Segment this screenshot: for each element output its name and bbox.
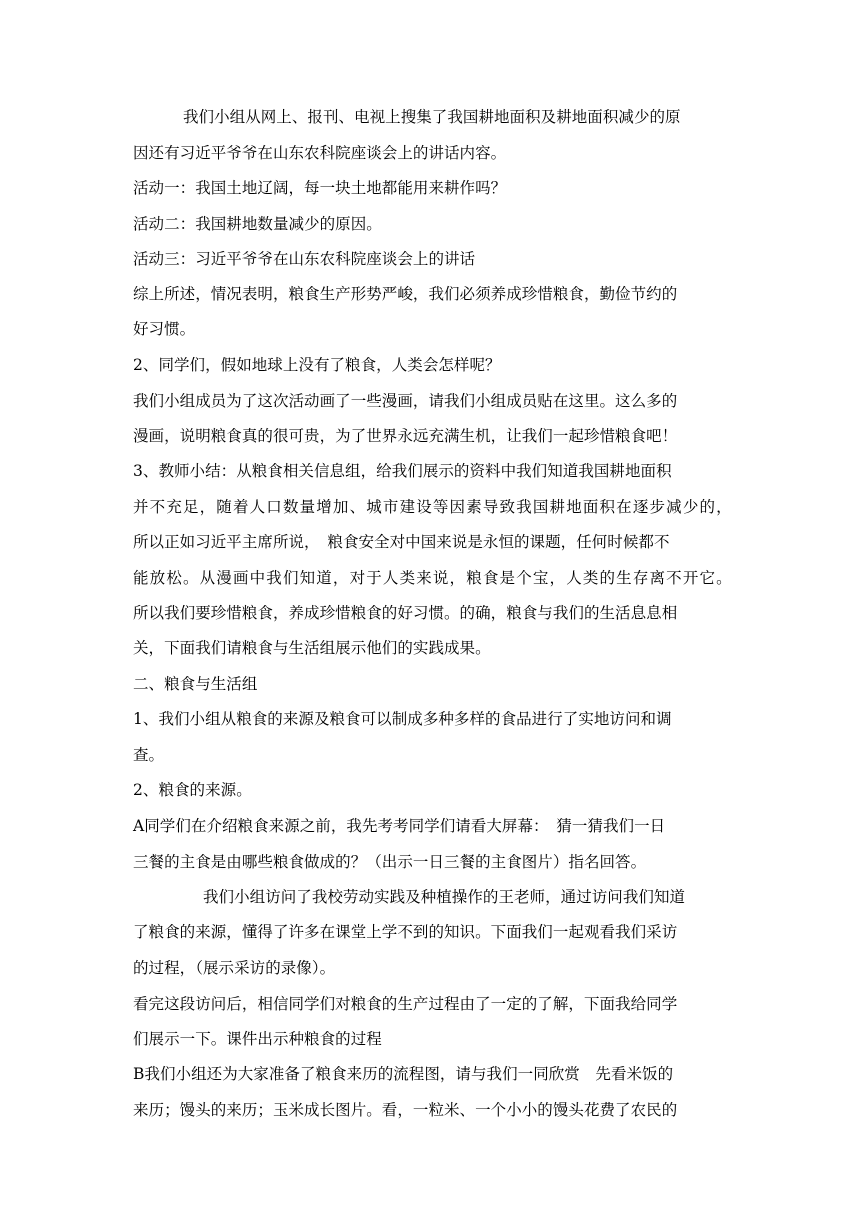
text-line: 二、粮食与生活组 xyxy=(133,675,258,693)
text-line: 查。 xyxy=(133,746,165,764)
text-line: 好习惯。 xyxy=(133,320,196,338)
text-line: 漫画，说明粮食真的很可贵，为了世界永远充满生机，让我们一起珍惜粮食吧！ xyxy=(133,427,678,445)
text-line: 活动一：我国土地辽阔，每一块土地都能用来耕作吗？ xyxy=(133,179,507,197)
text-line: 3、教师小结：从粮食相关信息组，给我们展示的资料中我们知道我国耕地面积 xyxy=(133,462,672,480)
text-line: 我们小组访问了我校劳动实践及种植操作的王老师，通过访问我们知道 xyxy=(203,888,686,906)
text-line: A同学们在介绍粮食来源之前，我先考考同学们请看大屏幕： 猜一猜我们一日 xyxy=(133,817,666,835)
text-line: 三餐的主食是由哪些粮食做成的？（出示一日三餐的主食图片）指名回答。 xyxy=(133,853,647,871)
text-line: 看完这段访问后，相信同学们对粮食的生产过程由了一定的了解，下面我给同学 xyxy=(133,995,678,1013)
text-line: 的过程，（展示采访的录像）。 xyxy=(133,959,336,977)
text-line: 2、同学们，假如地球上没有了粮食，人类会怎样呢？ xyxy=(133,356,501,374)
text-line: 活动三：习近平爷爷在山东农科院座谈会上的讲话 xyxy=(133,250,476,268)
text-line: 综上所述，情况表明，粮食生产形势严峻，我们必须养成珍惜粮食，勤俭节约的 xyxy=(133,285,678,303)
text-line: 来历；馒头的来历；玉米成长图片。看，一粒米、一个小小的馒头花费了农民的 xyxy=(133,1101,678,1119)
text-line: 2、粮食的来源。 xyxy=(133,781,252,799)
text-line: 我们小组从网上、报刊、电视上搜集了我国耕地面积及耕地面积减少的原 xyxy=(183,108,681,126)
text-line: 们展示一下。课件出示种粮食的过程 xyxy=(133,1030,382,1048)
text-line: 我们小组成员为了这次活动画了一些漫画，请我们小组成员贴在这里。这么多的 xyxy=(133,392,678,410)
text-line: 并不充足，随着人口数量增加、城市建设等因素导致我国耕地面积在逐步减少的， xyxy=(133,498,733,516)
text-line: 能放松。从漫画中我们知道，对于人类来说，粮食是个宝，人类的生存离不开它。 xyxy=(133,569,733,587)
text-line: 因还有习近平爷爷在山东农科院座谈会上的讲话内容。 xyxy=(133,144,507,162)
text-line: 所以我们要珍惜粮食，养成珍惜粮食的好习惯。的确，粮食与我们的生活息息相 xyxy=(133,604,678,622)
text-line: 所以正如习近平主席所说， 粮食安全对中国来说是永恒的课题，任何时候都不 xyxy=(133,533,670,551)
text-line: 1、我们小组从粮食的来源及粮食可以制成多种多样的食品进行了实地访问和调 xyxy=(133,710,672,728)
text-line: 关，下面我们请粮食与生活组展示他们的实践成果。 xyxy=(133,639,491,657)
text-line: B我们小组还为大家准备了粮食来历的流程图，请与我们一同欣赏 先看米饭的 xyxy=(133,1065,674,1083)
text-line: 了粮食的来源，懂得了许多在课堂上学不到的知识。下面我们一起观看我们采访 xyxy=(133,923,678,941)
text-line: 活动二：我国耕地数量减少的原因。 xyxy=(133,215,382,233)
